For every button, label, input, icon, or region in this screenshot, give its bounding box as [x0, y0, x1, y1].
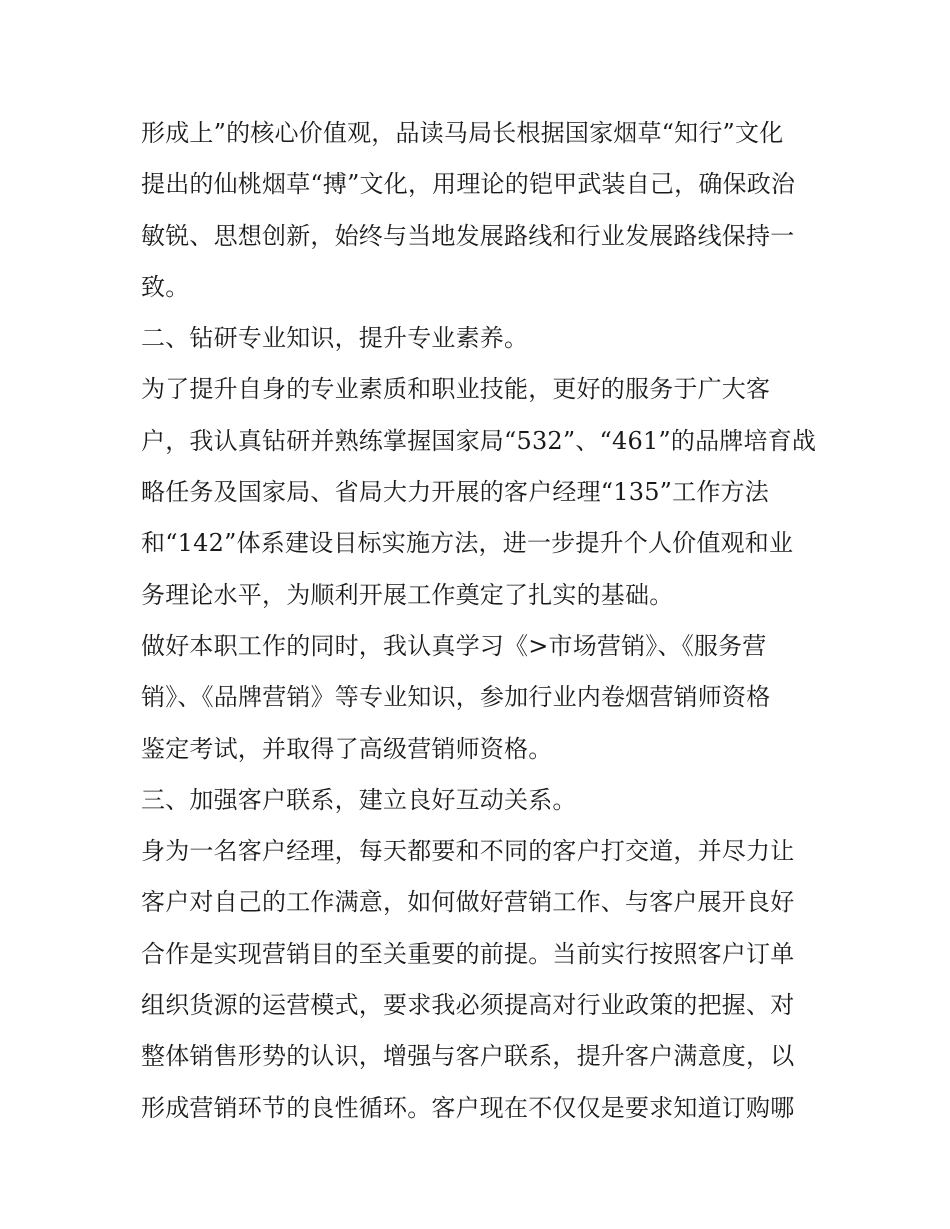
text-line: 鉴定考试，并取得了高级营销师资格。 — [141, 734, 553, 763]
text-line: 务理论水平，为顺利开展工作奠定了扎实的基础。 — [141, 580, 674, 609]
text-line: 略任务及国家局、省局大力开展的客户经理“135”工作方法 — [141, 478, 769, 507]
text-line: 敏锐、思想创新，始终与当地发展路线和行业发展路线保持一 — [141, 221, 795, 250]
text-line: 合作是实现营销目的至关重要的前提。当前实行按照客户订单 — [141, 939, 795, 968]
text-line: 整体销售形势的认识，增强与客户联系，提升客户满意度，以 — [141, 1042, 795, 1071]
document-body — [141, 108, 821, 1134]
text-line: 形成上”的核心价值观，品读马局长根据国家烟草“知行”文化 — [141, 119, 784, 147]
text-line: 做好本职工作的同时，我认真学习《>市场营销》、《服务营 — [141, 631, 767, 660]
text-line: 客户对自己的工作满意，如何做好营销工作、与客户展开良好 — [141, 888, 795, 917]
text-line: 致。 — [141, 272, 190, 301]
text-line: 形成营销环节的良性循环。客户现在不仅仅是要求知道订购哪 — [141, 1093, 795, 1122]
text-line: 销》、《品牌营销》等专业知识，参加行业内卷烟营销师资格 — [141, 683, 771, 712]
text-line: 户，我认真钻研并熟练掌握国家局“532”、“461”的品牌培育战 — [141, 426, 817, 455]
section-heading-3: 三、加强客户联系，建立良好互动关系。 — [141, 785, 577, 814]
text-line: 和“142”体系建设目标实施方法，进一步提升个人价值观和业 — [141, 529, 794, 558]
text-line: 提出的仙桃烟草“搏”文化，用理论的铠甲武装自己，确保政治 — [141, 170, 796, 199]
section-heading-2: 二、钻研专业知识，提升专业素养。 — [141, 324, 529, 353]
text-line: 身为一名客户经理，每天都要和不同的客户打交道，并尽力让 — [141, 837, 795, 866]
text-line: 组织货源的运营模式，要求我必须提高对行业政策的把握、对 — [141, 991, 795, 1020]
text-line: 为了提升自身的专业素质和职业技能，更好的服务于广大客 — [141, 375, 771, 404]
